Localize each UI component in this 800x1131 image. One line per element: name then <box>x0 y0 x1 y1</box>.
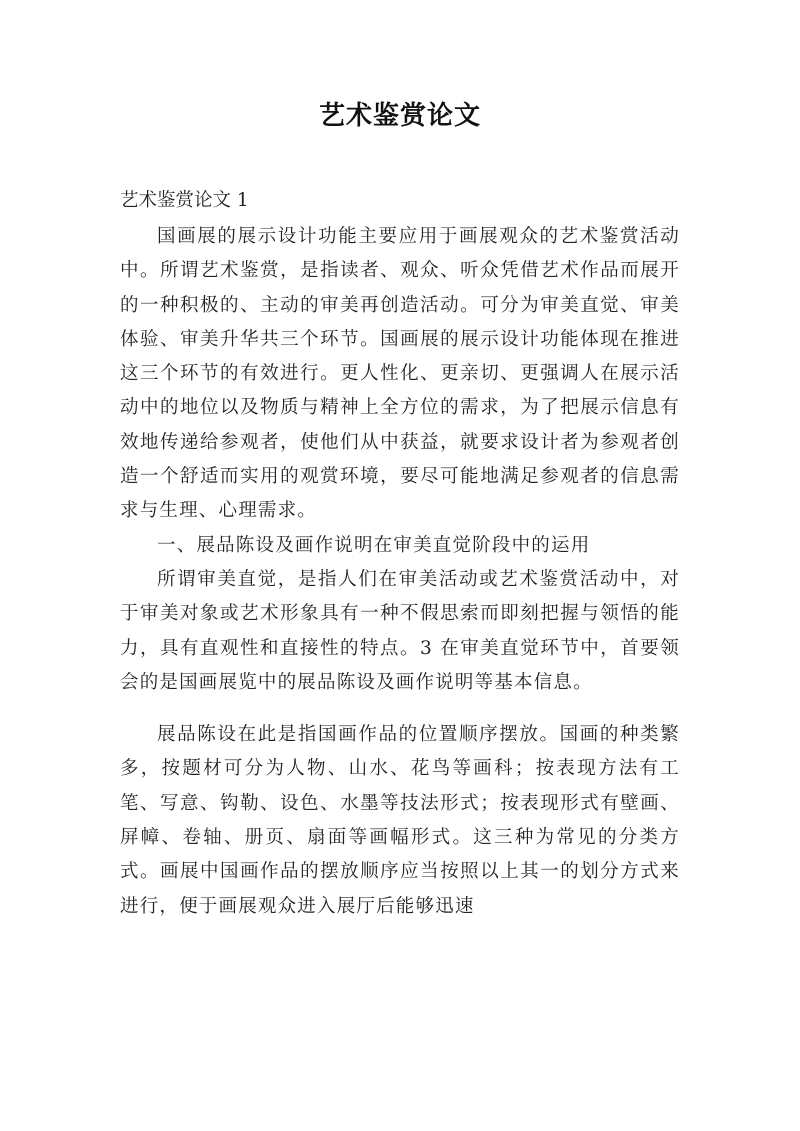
document-body <box>120 186 680 924</box>
paragraph-intro: 国画展的展示设计功能主要应用于画展观众的艺术鉴赏活动中。所谓艺术鉴赏，是指读者、观众、听众凭借艺术作品而展开的一种积极的、主动的审美再创造活动。可分为审美直觉、审美体验、审美升华共三个环节。国画展的展示设计功能体现在推进这三个环节的有效进行。更人性化、更亲切、更强调人在展示活动中的地位以及物质与精神上全方位的需求，为了把展示信息有效地传递给参观者，使他们从中获益，就要求设计者为参观者创造一个舒适而实用的观赏环境，要尽可能地满足参观者的信息需求与生理、心理需求。 <box>120 226 680 522</box>
section-title: 艺术鉴赏论文 1 <box>120 190 249 211</box>
document-title: 艺术鉴赏论文 <box>318 101 481 131</box>
paragraph-exhibit-display: 展品陈设在此是指国画作品的位置顺序摆放。国画的种类繁多，按题材可分为人物、山水、花鸟等画科；按表现方法有工笔、写意、钩勒、设色、水墨等技法形式；按表现形式有壁画、屏幛、卷轴、册页、扇面等画幅形式。这三种为常见的分类方式。画展中国画作品的摆放顺序应当按照以上其一的划分方式来进行，便于画展观众进入展厅后能够迅速 <box>120 724 680 917</box>
paragraph-aesthetic-intuition: 所谓审美直觉，是指人们在审美活动或艺术鉴赏活动中，对于审美对象或艺术形象具有一种不假思索而即刻把握与领悟的能力，具有直观性和直接性的特点。3 在审美直觉环节中，首要领会的是国画展览中的展品陈设及画作说明等基本信息。 <box>120 568 680 693</box>
paragraph-heading: 一、展品陈设及画作说明在审美直觉阶段中的运用 <box>157 534 591 556</box>
